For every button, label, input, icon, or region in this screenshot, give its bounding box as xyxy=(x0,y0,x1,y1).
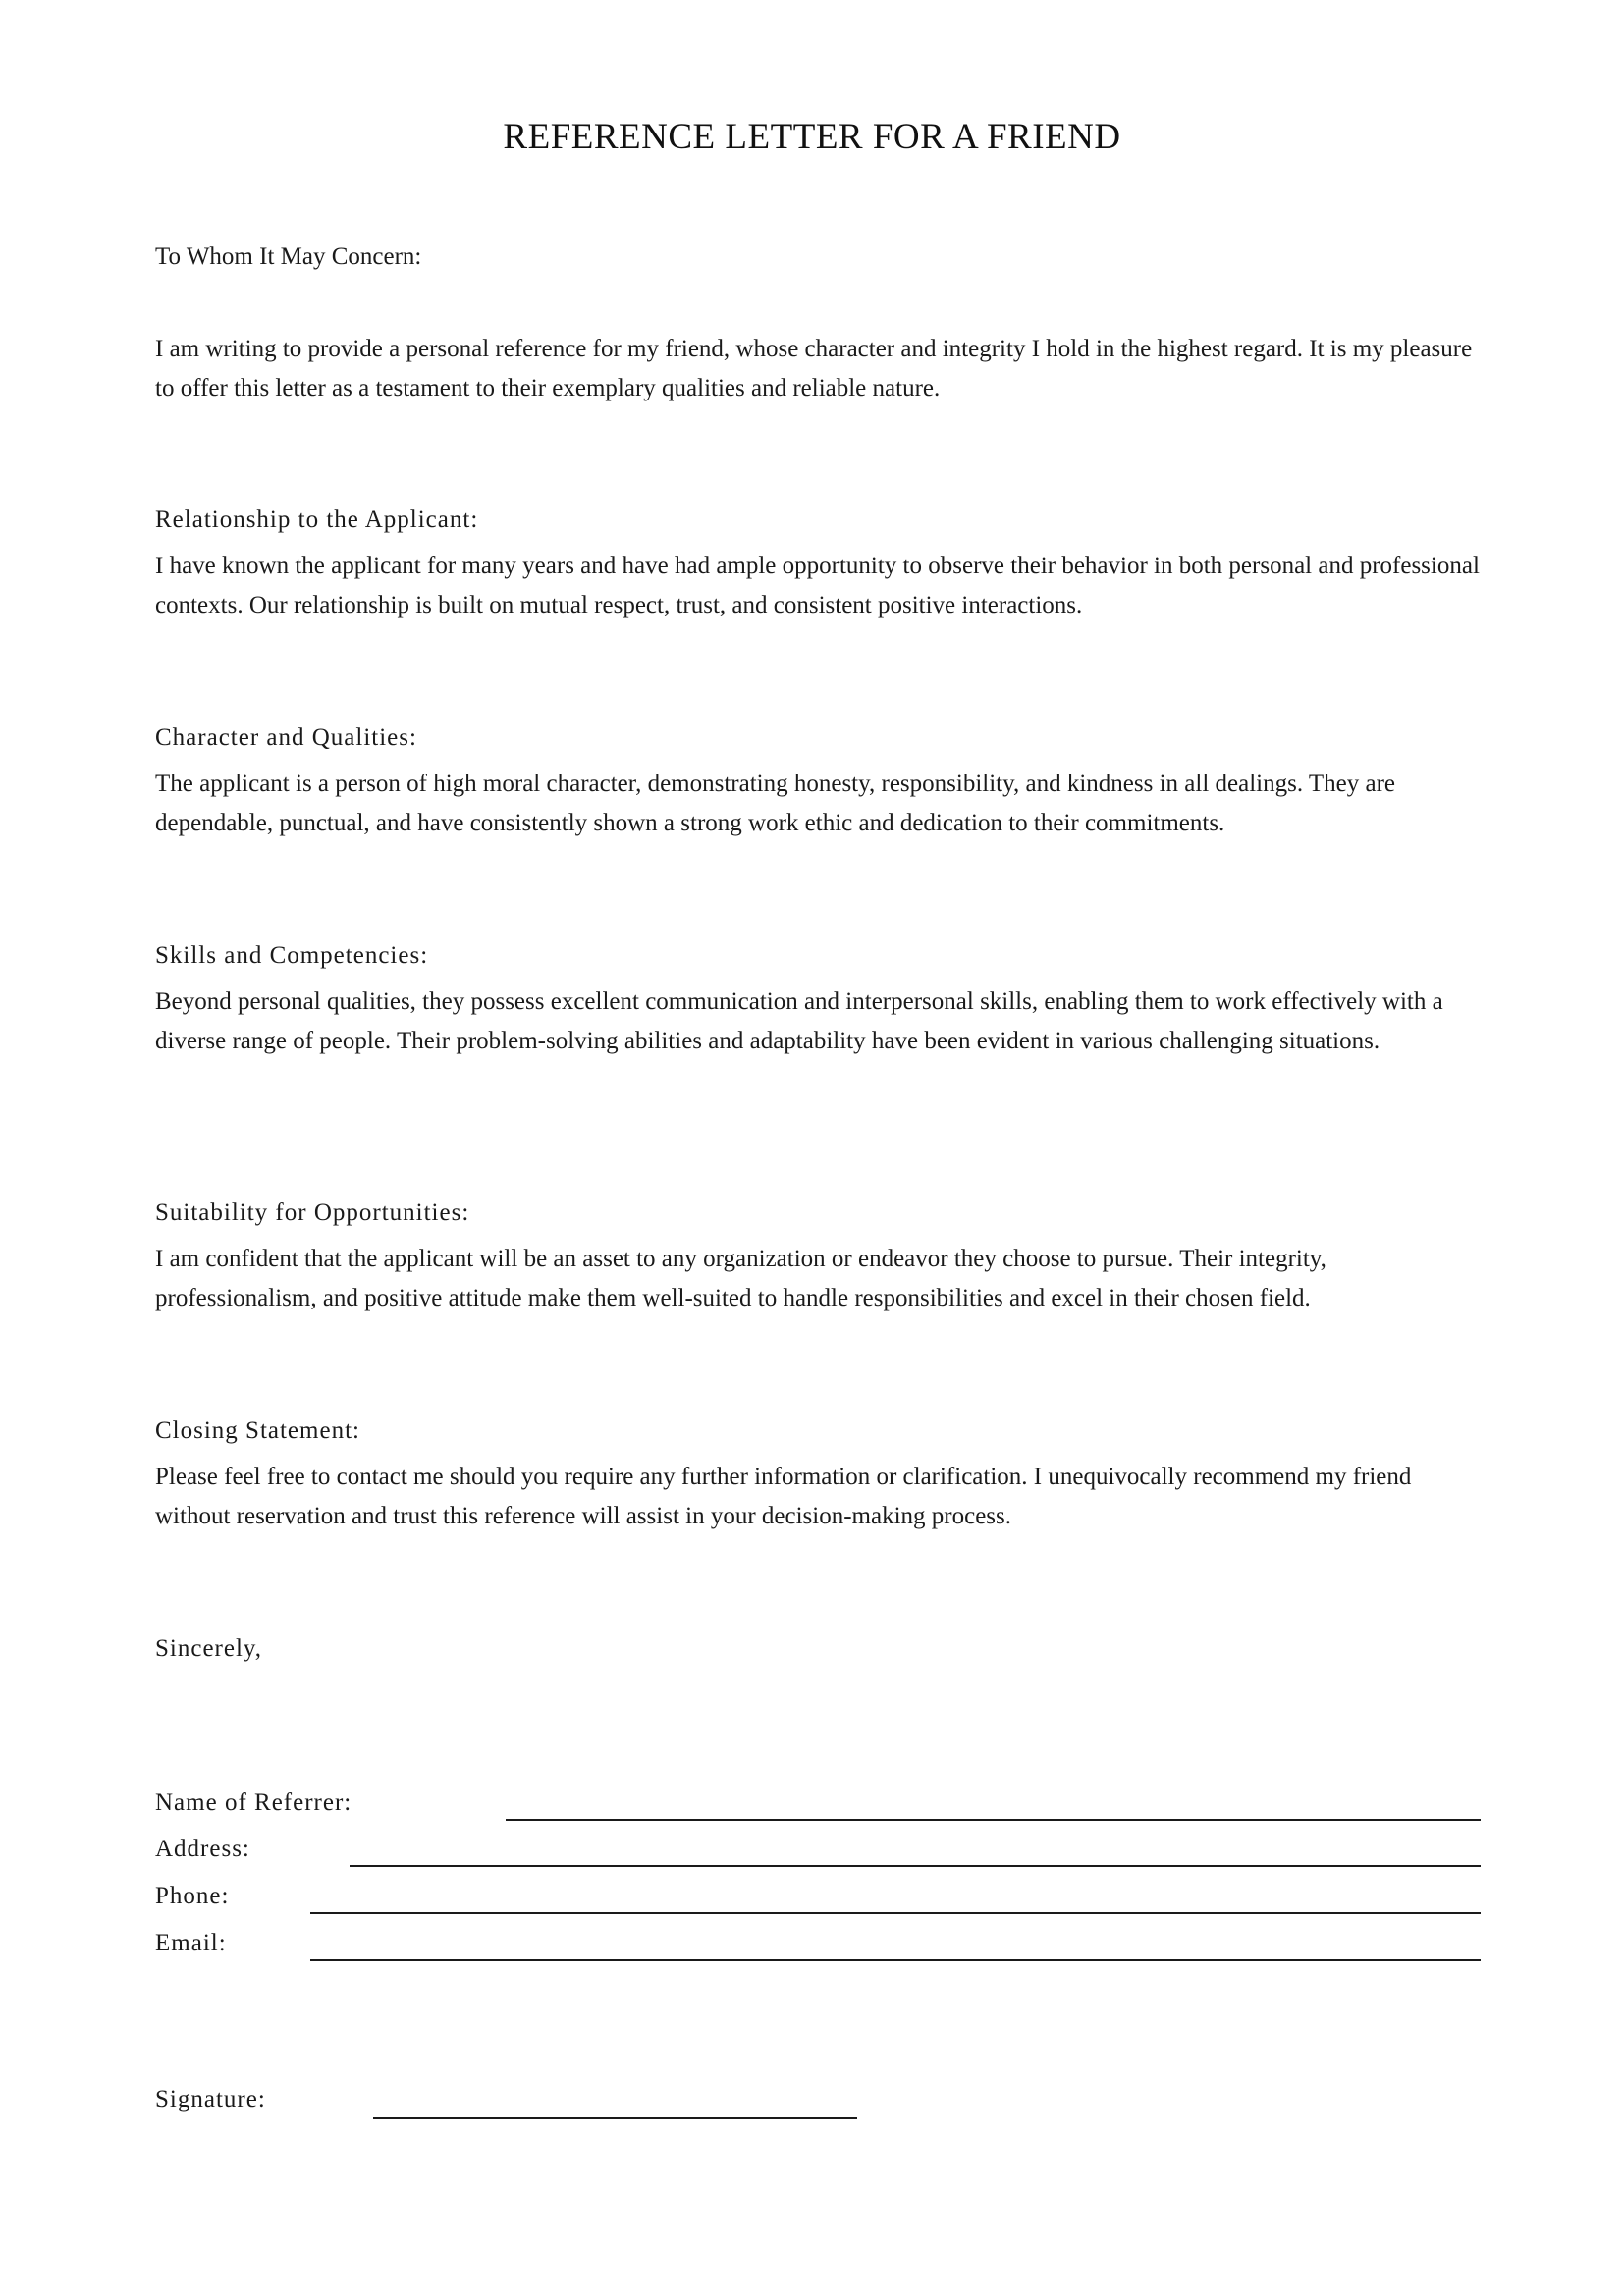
name-input-line[interactable] xyxy=(506,1819,1481,1821)
signature-field-row xyxy=(155,2083,1481,2122)
salutation: To Whom It May Concern: xyxy=(155,243,422,270)
section-body-relationship: I have known the applicant for many years and have had ample opportunity to observe their behavior in both personal and professional contexts. Our relationship is built on mutual respect, trust, and consistent positive interactions. xyxy=(155,553,1480,618)
section-heading-closing: Closing Statement: xyxy=(155,1417,360,1444)
document-title: REFERENCE LETTER FOR A FRIEND xyxy=(503,117,1121,157)
section-heading-suitability: Suitability for Opportunities: xyxy=(155,1200,470,1226)
name-field-row xyxy=(155,1787,1481,1826)
email-input-line[interactable] xyxy=(310,1959,1481,1961)
section-heading-relationship: Relationship to the Applicant: xyxy=(155,507,479,533)
phone-field-row xyxy=(155,1880,1481,1919)
address-label: Address: xyxy=(155,1836,250,1862)
email-label: Email: xyxy=(155,1930,227,1956)
section-body-closing: Please feel free to contact me should you require any further information or clarification. I unequivocally recommend my friend without reservation and trust this reference will assist in your decision-making process. xyxy=(155,1464,1412,1529)
address-field-row xyxy=(155,1833,1481,1872)
phone-label: Phone: xyxy=(155,1883,230,1909)
section-body-skills: Beyond personal qualities, they possess excellent communication and interpersonal skills, enabling them to work effectively with a diverse range of people. Their problem-solving abilities and adaptability have been evident in various challenging situations. xyxy=(155,988,1443,1054)
signature-label: Signature: xyxy=(155,2086,266,2112)
name-label: Name of Referrer: xyxy=(155,1789,352,1816)
signature-input-line[interactable] xyxy=(373,2117,857,2119)
email-field-row xyxy=(155,1927,1481,1966)
closing-salutation: Sincerely, xyxy=(155,1635,263,1662)
section-body-character: The applicant is a person of high moral character, demonstrating honesty, responsibility, and kindness in all dealings. They are dependable, punctual, and have consistently shown a strong work ethic and dedication to their commitments. xyxy=(155,771,1396,836)
section-heading-character: Character and Qualities: xyxy=(155,724,417,751)
phone-input-line[interactable] xyxy=(310,1912,1481,1914)
section-heading-skills: Skills and Competencies: xyxy=(155,942,429,969)
address-input-line[interactable] xyxy=(350,1865,1481,1867)
section-body-suitability: I am confident that the applicant will be an asset to any organization or endeavor they choose to pursue. Their integrity, professionalism, and positive attitude make them well-suited to handle responsibilities and excel in their chosen field. xyxy=(155,1246,1326,1311)
intro-paragraph: I am writing to provide a personal reference for my friend, whose character and integrity I hold in the highest regard. It is my pleasure to offer this letter as a testament to their exemplary qualities and reliable nature. xyxy=(155,336,1473,401)
